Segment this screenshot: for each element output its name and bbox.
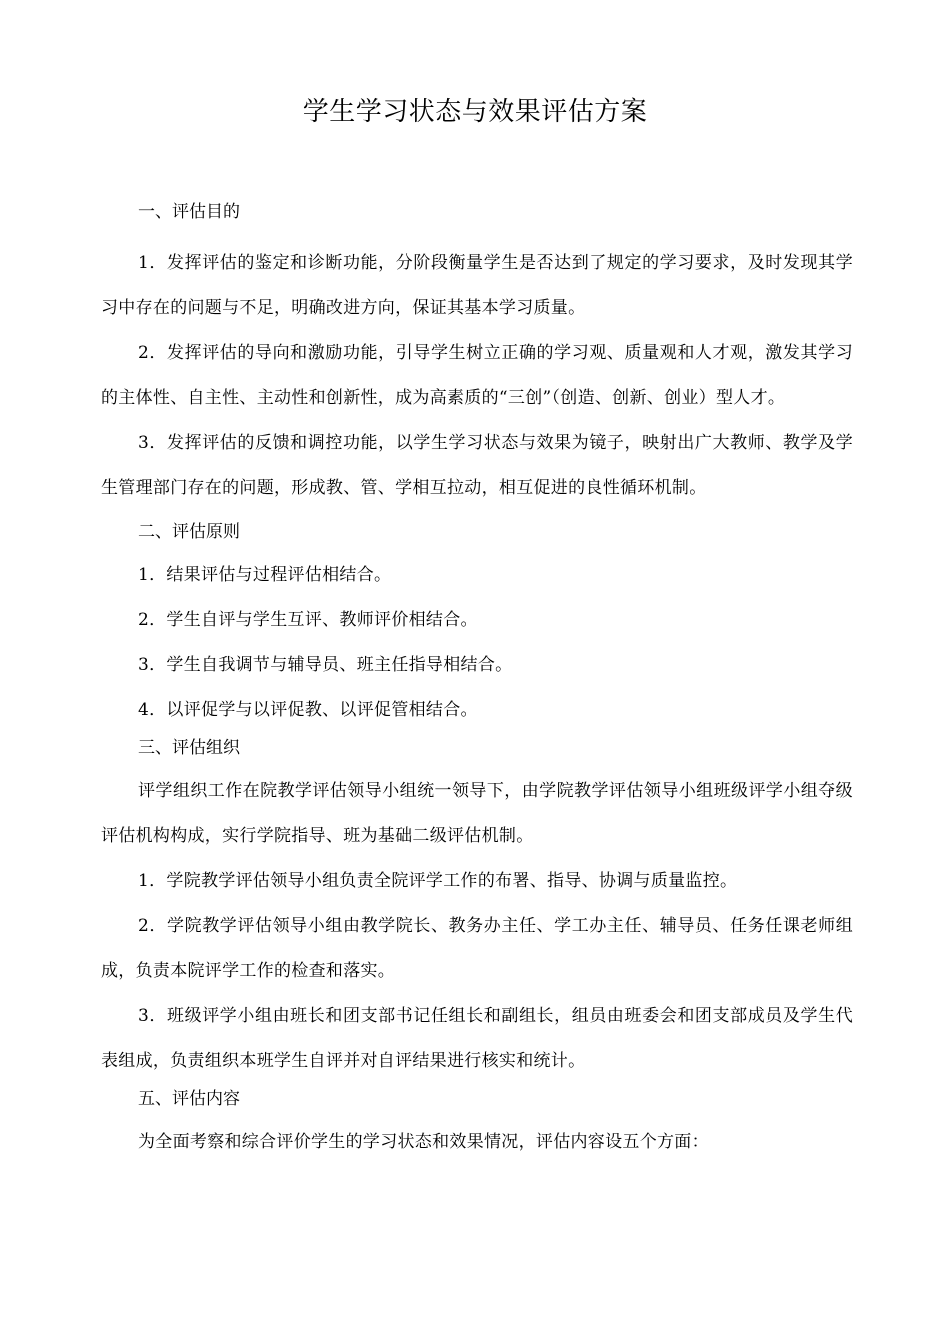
section-heading: 一、评估目的: [138, 202, 240, 222]
paragraph: 为全面考察和综合评价学生的学习状态和效果情况，评估内容设五个方面：: [138, 1132, 709, 1152]
paragraph: 3．学生自我调节与辅导员、班主任指导相结合。: [138, 655, 513, 675]
paragraph: 3．班级评学小组由班长和团支部书记任组长和副组长，组员由班委会和团支部成员及学生代表组成，负责组织本班学生自评并对自评结果进行核实和统计。: [101, 1006, 853, 1071]
section-principles: [101, 517, 853, 733]
paragraph: 2．学院教学评估领导小组由教学院长、教务办主任、学工办主任、辅导员、任务任课老师组成，负责本院评学工作的检查和落实。: [101, 916, 853, 981]
paragraph: 1．结果评估与过程评估相结合。: [138, 565, 392, 585]
paragraph: 4．以评促学与以评促教、以评促管相结合。: [138, 700, 478, 720]
document-title: 学生学习状态与效果评估方案: [302, 97, 648, 127]
paragraph: 1．学院教学评估领导小组负责全院评学工作的布署、指导、协调与质量监控。: [138, 871, 738, 891]
paragraph: 评学组织工作在院教学评估领导小组统一领导下，由学院教学评估领导小组班级评学小组夺级评估机构构成，实行学院指导、班为基础二级评估机制。: [101, 781, 853, 846]
section-organization: [101, 733, 853, 1084]
document-body: [101, 197, 853, 1165]
section-content: [101, 1084, 853, 1165]
section-heading: 二、评估原则: [138, 522, 240, 542]
paragraph: 1．发挥评估的鉴定和诊断功能，分阶段衡量学生是否达到了规定的学习要求，及时发现其学习中存在的问题与不足，明确改进方向，保证其基本学习质量。: [101, 253, 853, 318]
section-heading: 五、评估内容: [138, 1089, 240, 1109]
section-heading: 三、评估组织: [138, 738, 240, 758]
paragraph: 2．发挥评估的导向和激励功能，引导学生树立正确的学习观、质量观和人才观，激发其学习的主体性、自主性、主动性和创新性，成为高素质的“三创”（创造、创新、创业）型人才。: [101, 343, 853, 408]
paragraph: 3．发挥评估的反馈和调控功能，以学生学习状态与效果为镜子，映射出广大教师、教学及学生管理部门存在的问题，形成教、管、学相互拉动，相互促进的良性循环机制。: [101, 433, 853, 498]
paragraph: 2．学生自评与学生互评、教师评价相结合。: [138, 610, 478, 630]
section-purpose: [101, 197, 853, 511]
